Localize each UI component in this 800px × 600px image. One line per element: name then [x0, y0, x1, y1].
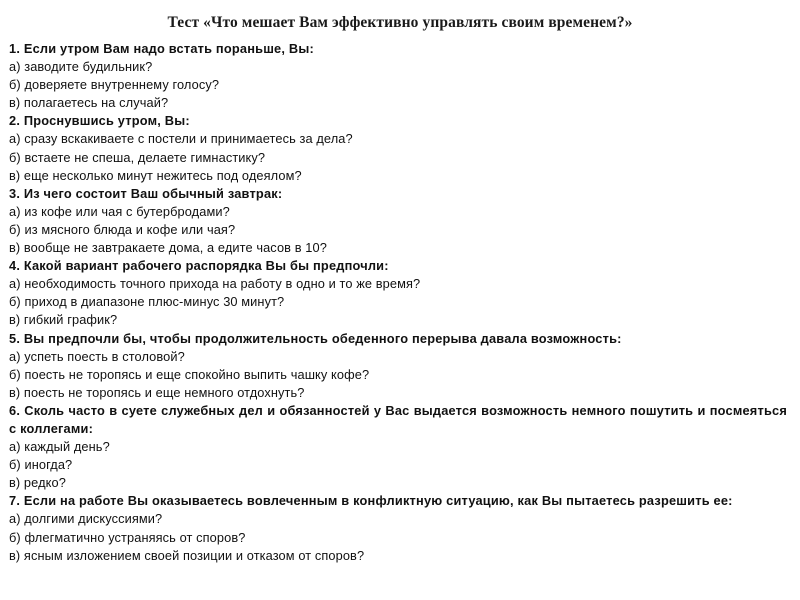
- answer-2c: в) еще несколько минут нежитесь под одеялом?: [9, 167, 302, 183]
- question-5: 5. Вы предпочли бы, чтобы продолжительность обеденного перерыва давала возможность:: [9, 330, 622, 346]
- answer-4c: в) гибкий график?: [9, 312, 118, 328]
- answer-3a: а) из кофе или чая с бутербродами?: [9, 203, 230, 219]
- answer-5c: в) поесть не торопясь и еще немного отдохнуть?: [9, 384, 305, 400]
- question-block-1: [9, 40, 787, 112]
- question-6: 6. Сколь часто в суете служебных дел и обязанностей у Вас выдается возможность немного пошутить и посмеяться с коллегами:: [9, 402, 787, 436]
- answer-7b: б) флегматично устраняясь от споров?: [9, 529, 246, 545]
- answer-7c: в) ясным изложением своей позиции и отказом от споров?: [9, 547, 365, 563]
- question-block-2: [9, 112, 787, 184]
- answer-2a: а) сразу вскакиваете с постели и принимаетесь за дела?: [9, 131, 353, 147]
- document-title: Тест «Что мешает Вам эффективно управлять своим временем?»: [167, 14, 633, 31]
- question-1: 1. Если утром Вам надо встать пораньше, Вы:: [9, 41, 314, 56]
- answer-2b: б) встаете не спеша, делаете гимнастику?: [9, 149, 266, 165]
- answer-5b: б) поесть не торопясь и еще спокойно выпить чашку кофе?: [9, 366, 370, 382]
- question-block-5: [9, 330, 787, 402]
- question-block-6: [9, 402, 787, 492]
- answer-6a: а) каждый день?: [9, 439, 110, 455]
- answer-4a: а) необходимость точного прихода на работу в одно и то же время?: [9, 276, 421, 292]
- question-7: 7. Если на работе Вы оказываетесь вовлеченным в конфликтную ситуацию, как Вы пытаетесь разрешить ее:: [9, 493, 733, 509]
- answer-1b: б) доверяете внутреннему голосу?: [9, 77, 220, 93]
- answer-4b: б) приход в диапазоне плюс-минус 30 минут?: [9, 294, 285, 310]
- questionnaire: [9, 40, 787, 565]
- question-4: 4. Какой вариант рабочего распорядка Вы бы предпочли:: [9, 258, 389, 274]
- answer-3b: б) из мясного блюда и кофе или чая?: [9, 221, 236, 237]
- question-2: 2. Проснувшись утром, Вы:: [9, 113, 190, 129]
- answer-1a: а) заводите будильник?: [9, 59, 153, 75]
- question-block-4: [9, 257, 787, 329]
- question-block-7: [9, 492, 787, 564]
- answer-1c: в) полагаетесь на случай?: [9, 95, 169, 111]
- answer-5a: а) успеть поесть в столовой?: [9, 348, 185, 364]
- answer-3c: в) вообще не завтракаете дома, а едите часов в 10?: [9, 240, 327, 256]
- question-block-3: [9, 185, 787, 257]
- answer-6b: б) иногда?: [9, 457, 73, 473]
- answer-6c: в) редко?: [9, 475, 66, 491]
- answer-7a: а) долгими дискуссиями?: [9, 511, 163, 527]
- question-3: 3. Из чего состоит Ваш обычный завтрак:: [9, 185, 283, 201]
